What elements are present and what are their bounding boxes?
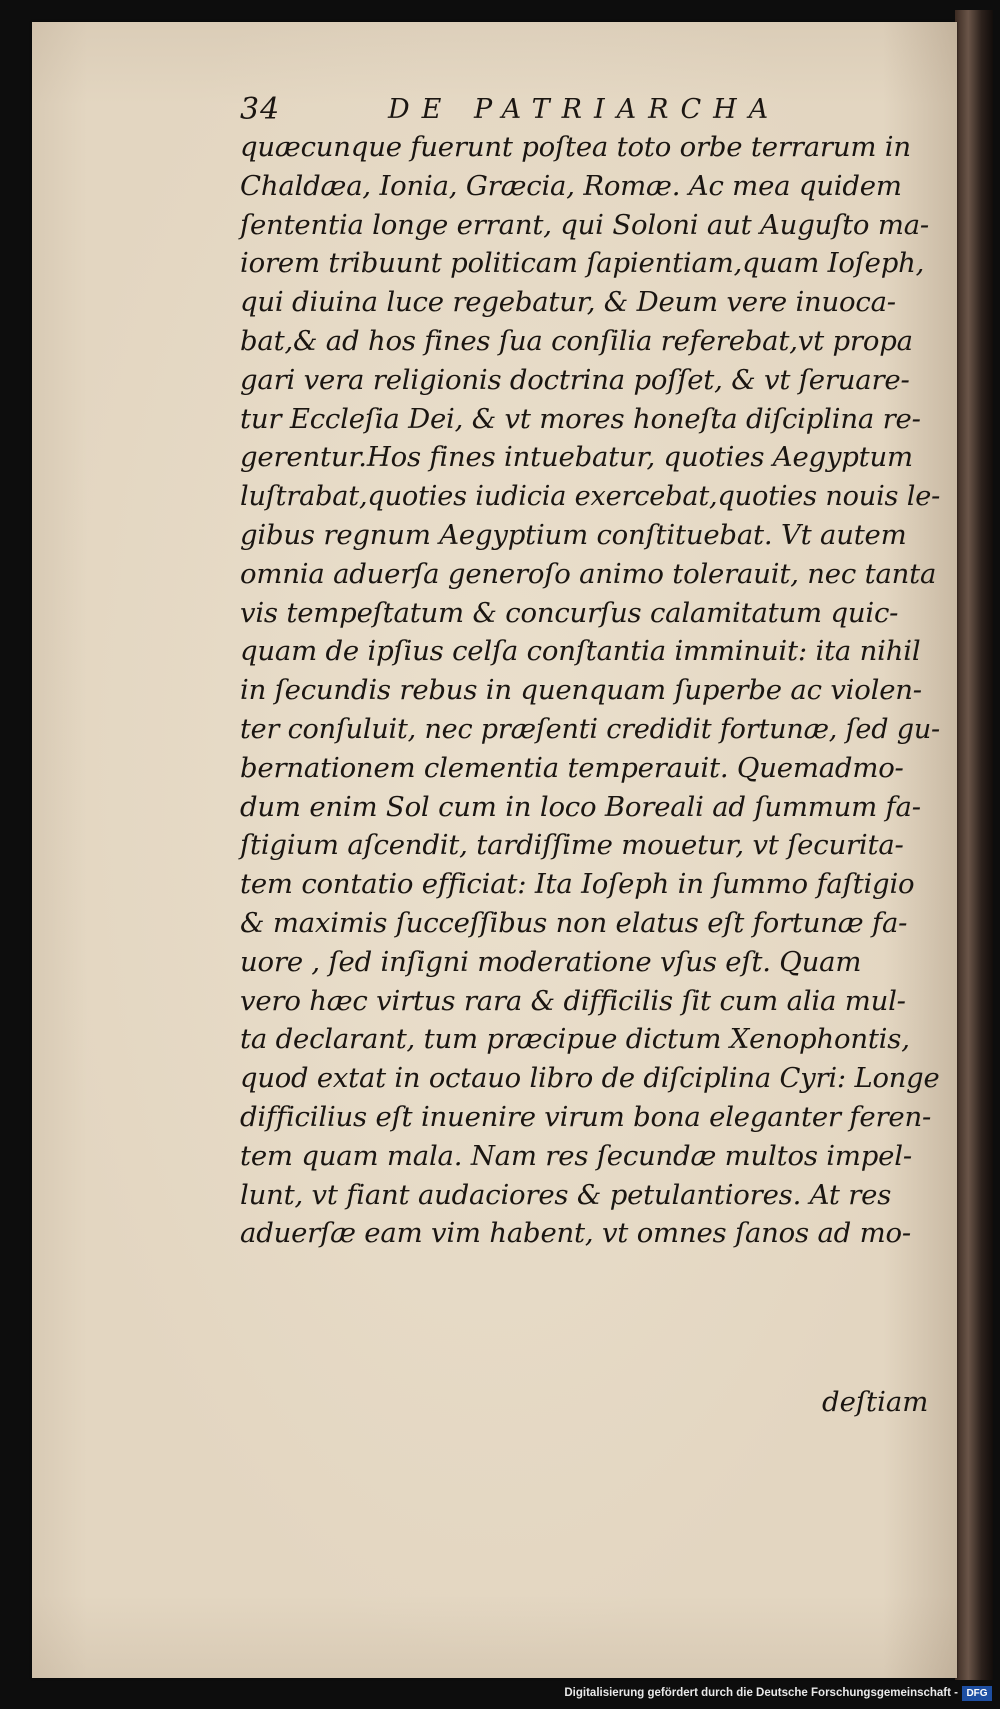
text-line: tem quam mala. Nam res ſecundæ multos impel- bbox=[240, 1139, 912, 1172]
text-line: & maximis ſucceſſibus non elatus eſt fortunæ fa- bbox=[240, 906, 908, 939]
text-line: vis tempeſtatum & concurſus calamitatum quic- bbox=[240, 596, 899, 629]
text-line: dum enim Sol cum in loco Boreali ad ſummum fa- bbox=[240, 790, 921, 823]
text-line: quæcunque fuerunt poſtea toto orbe terrarum in bbox=[240, 131, 911, 163]
text-line: iorem tribuunt politicam ſapientiam,quam Ioſeph, bbox=[240, 247, 925, 280]
text-line: difficilius eſt inuenire virum bona eleganter feren- bbox=[240, 1100, 932, 1133]
page-number: 34 bbox=[240, 92, 281, 127]
text-line: bernationem clementia temperauit. Quemadmo- bbox=[240, 751, 904, 784]
footer-bar bbox=[0, 1681, 1000, 1709]
text-line: qui diuina luce regebatur, & Deum vere inuoca- bbox=[240, 286, 896, 319]
catchword: deſtiam bbox=[822, 1386, 929, 1418]
text-line: Chaldæa, Ionia, Græcia, Romæ. Ac mea quidem bbox=[240, 169, 902, 202]
text-line: quod extat in octauo libro de diſciplina Cyri: Longe bbox=[240, 1062, 940, 1095]
text-line: in ſecundis rebus in quenquam ſuperbe ac violen- bbox=[240, 674, 922, 707]
dfg-logo: DFG bbox=[962, 1686, 992, 1701]
text-line: uore , ſed inſigni moderatione vſus eſt. Quam bbox=[240, 945, 862, 978]
text-line: lunt, vt fiant audaciores & petulantiores. At res bbox=[240, 1178, 892, 1211]
text-line: bat,& ad hos fines ſua conſilia referebat,vt propa bbox=[240, 324, 913, 357]
text-line: ta declarant, tum præcipue dictum Xenophontis, bbox=[240, 1023, 910, 1056]
body-text bbox=[240, 128, 940, 1253]
text-line: ſententia longe errant, qui Soloni aut Auguſto ma- bbox=[240, 208, 929, 241]
text-line: gibus regnum Aegyptium conſtituebat. Vt autem bbox=[240, 518, 907, 551]
text-line: gari vera religionis doctrina poſſet, & vt ſeruare- bbox=[240, 363, 910, 396]
text-line: omnia aduerſa generoſo animo tolerauit, nec tanta bbox=[240, 557, 937, 590]
text-line: luſtrabat,quoties iudicia exercebat,quoties nouis le- bbox=[240, 480, 941, 513]
text-line: aduerſæ eam vim habent, vt omnes ſanos ad mo- bbox=[240, 1217, 911, 1250]
text-line: quam de ipſius celſa conſtantia imminuit: ita nihil bbox=[240, 635, 921, 668]
text-line: vero hæc virtus rara & difficilis ſit cum alia mul- bbox=[240, 984, 906, 1017]
text-line: ter conſuluit, nec præſenti credidit fortunæ, ſed gu- bbox=[240, 712, 940, 745]
text-line: ſtigium aſcendit, tardiſſime mouetur, vt ſecurita- bbox=[240, 829, 904, 862]
text-line: tem contatio efficiat: Ita Ioſeph in ſummo faſtigio bbox=[240, 868, 915, 901]
running-title: DE PATRIARCHA bbox=[388, 94, 781, 125]
text-line: gerentur.Hos fines intuebatur, quoties Aegyptum bbox=[240, 441, 913, 474]
text-line: tur Eccleſia Dei, & vt mores honeſta diſciplina re- bbox=[240, 402, 921, 435]
digitization-credit: Digitalisierung gefördert durch die Deutsche Forschungsgemeinschaft - bbox=[564, 1687, 958, 1699]
book-edge bbox=[955, 10, 993, 1680]
